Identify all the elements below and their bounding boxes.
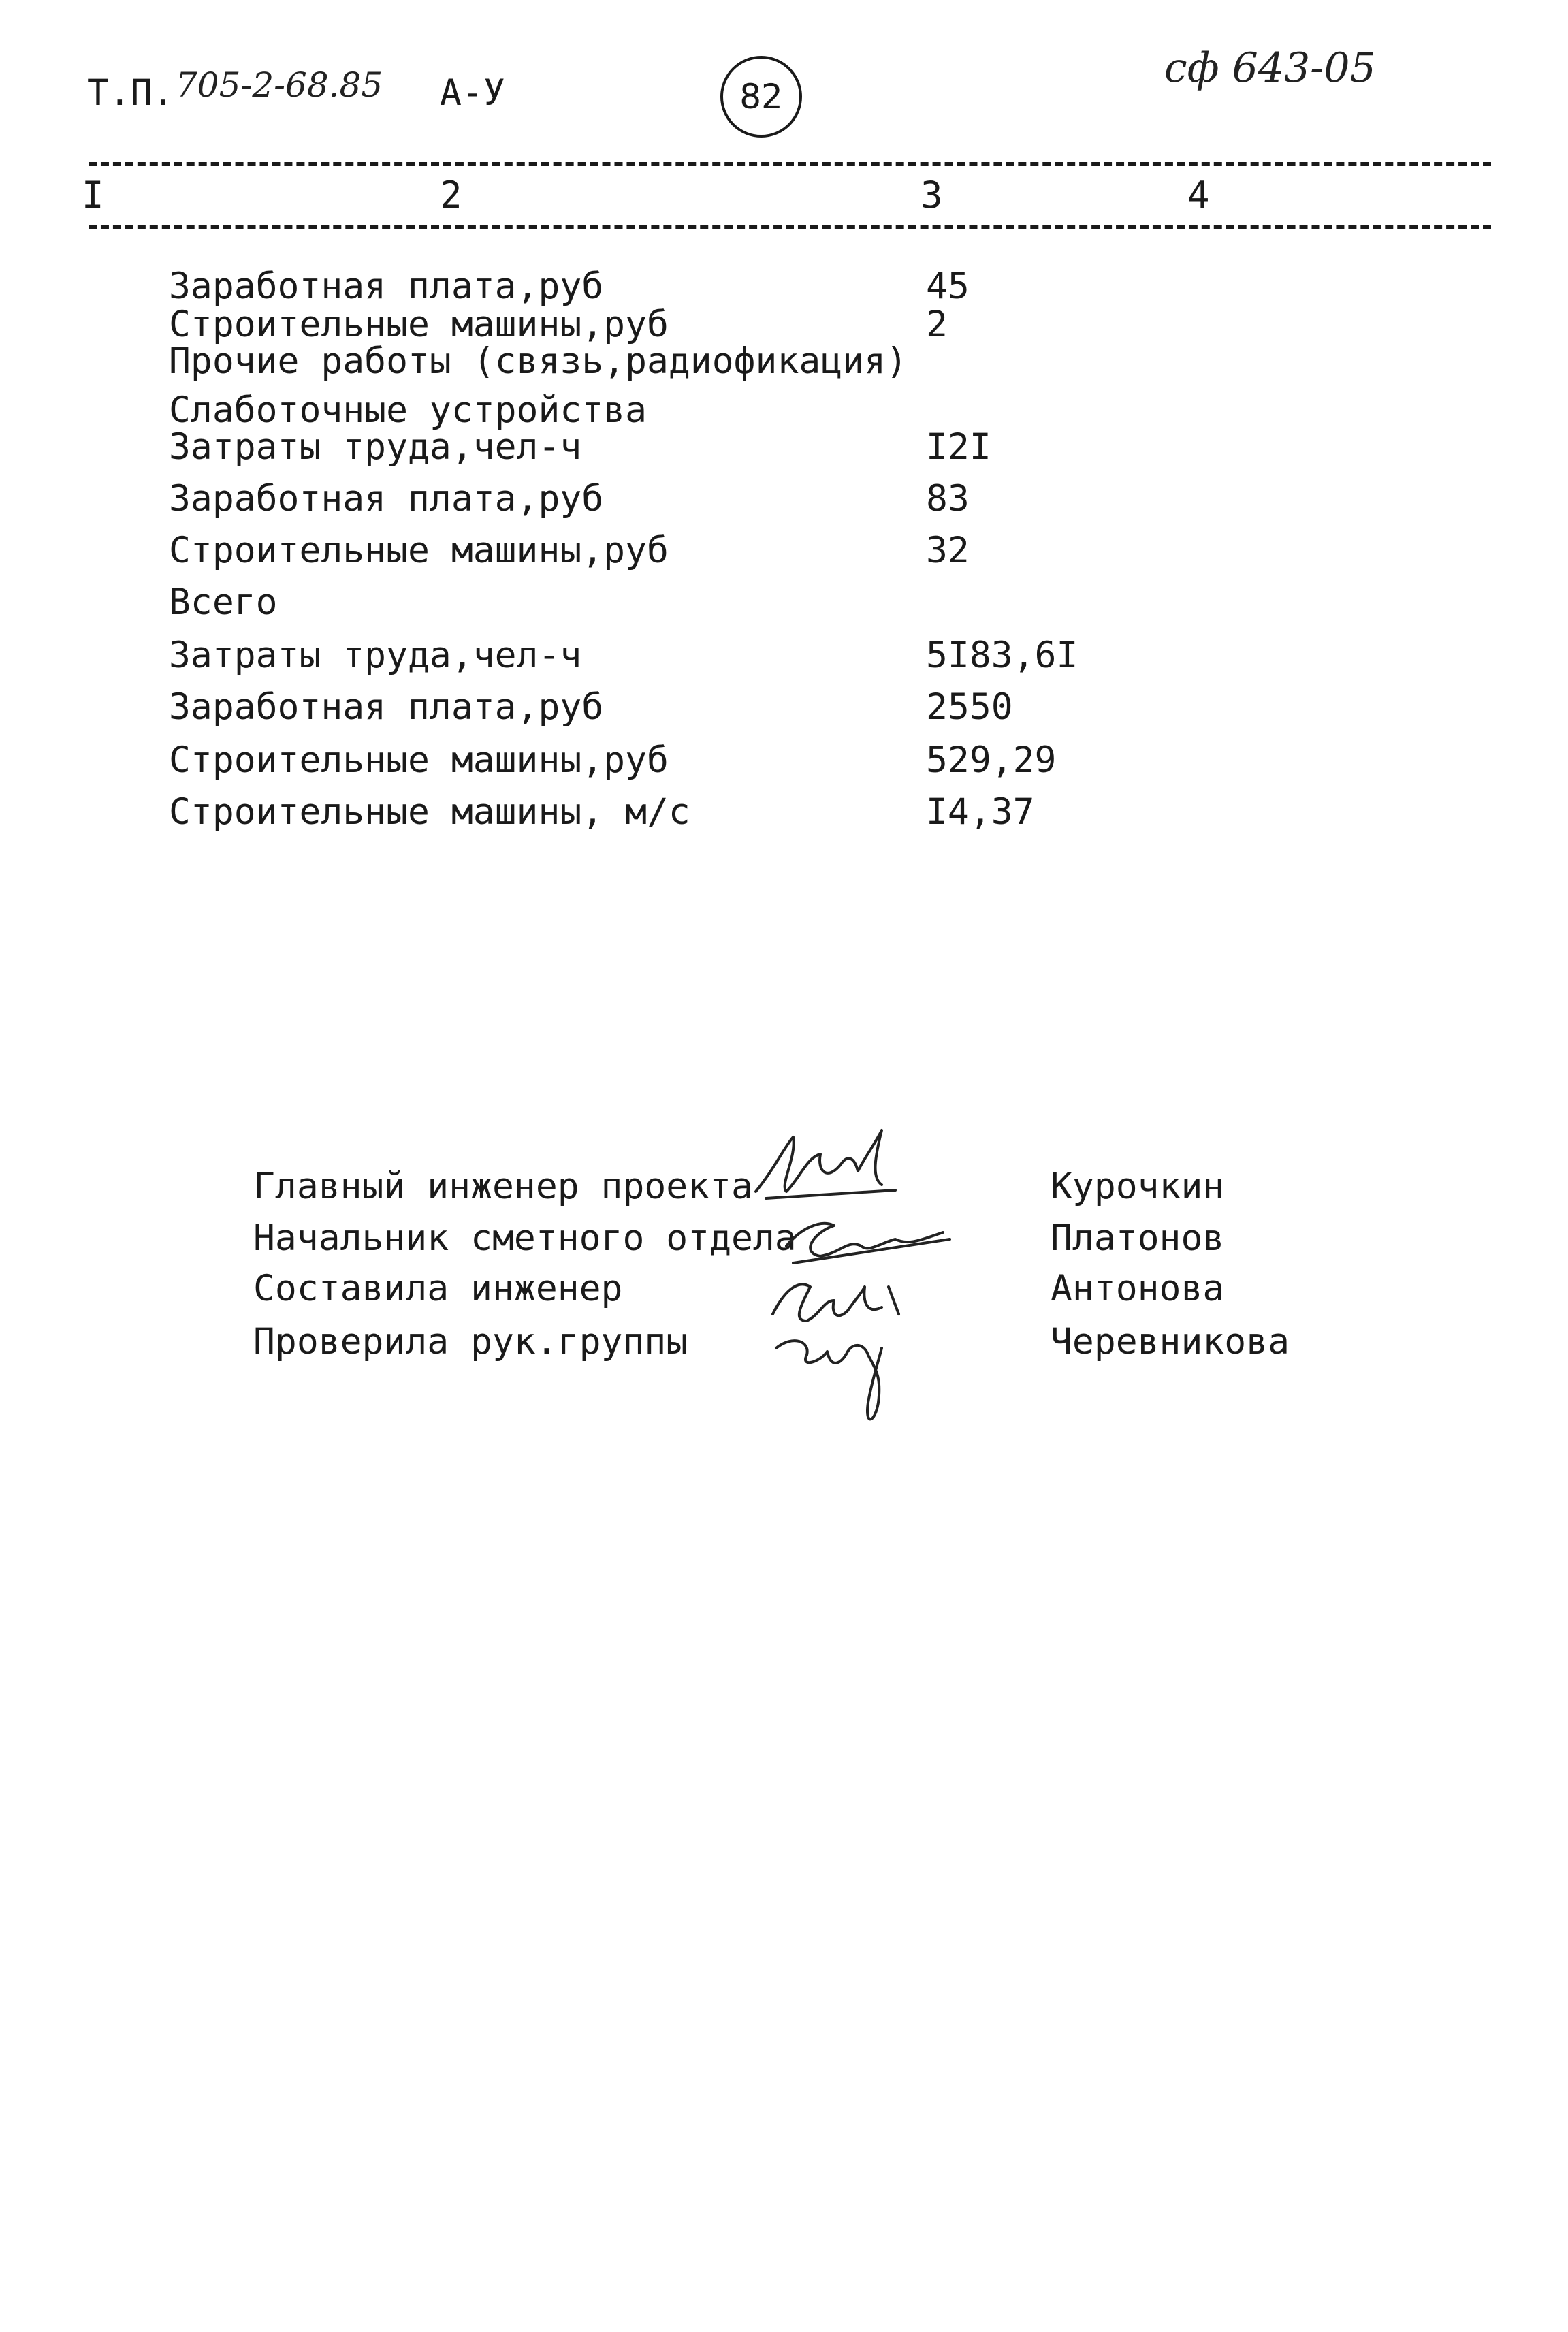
handwritten-ref: сф 643-05 xyxy=(1164,44,1376,92)
row-label: Строительные машины, м/с xyxy=(169,791,690,833)
row-label: Всего xyxy=(169,581,278,623)
signature-scribble-3 xyxy=(773,1284,899,1321)
signature-name: Черевникова xyxy=(1051,1321,1290,1362)
signature-role: Составила инженер xyxy=(253,1268,623,1309)
row-value: I4,37 xyxy=(926,791,1035,833)
row-label: Затраты труда,чел-ч xyxy=(169,635,582,676)
signature-scribble-2 xyxy=(786,1224,950,1263)
column-header-1: I xyxy=(82,174,104,217)
signature-role: Главный инженер проекта xyxy=(253,1166,753,1207)
row-label: Затраты труда,чел-ч xyxy=(169,426,582,468)
row-value: 83 xyxy=(926,478,970,520)
signature-role: Начальник сметного отдела xyxy=(253,1217,797,1259)
row-value: 5I83,6I xyxy=(926,635,1078,676)
row-value: 529,29 xyxy=(926,739,1057,781)
row-label: Слаботочные устройства xyxy=(169,389,647,431)
doc-prefix: Т.П. xyxy=(87,72,174,114)
handwritten-code: 705-2-68.85 xyxy=(176,65,383,105)
row-label: Заработная плата,руб xyxy=(169,266,604,307)
column-header-4: 4 xyxy=(1187,174,1210,217)
row-label: Строительные машины,руб xyxy=(169,304,669,345)
doc-suffix: А-У xyxy=(440,72,505,114)
row-value: 2 xyxy=(926,304,948,345)
signature-name: Антонова xyxy=(1051,1268,1225,1309)
signature-name: Платонов xyxy=(1051,1217,1225,1259)
row-value: 2550 xyxy=(926,686,1013,728)
signature-scribble-1 xyxy=(756,1130,895,1198)
row-label: Строительные машины,руб xyxy=(169,739,669,781)
handwritten-signatures xyxy=(746,1117,1031,1430)
row-value: 45 xyxy=(926,266,970,307)
page-number: 82 xyxy=(720,56,802,138)
row-value: 32 xyxy=(926,530,970,571)
row-label: Заработная плата,руб xyxy=(169,478,604,520)
row-label: Прочие работы (связь,радиофикация) xyxy=(169,340,908,382)
column-header-3: 3 xyxy=(921,174,943,217)
row-label: Заработная плата,руб xyxy=(169,686,604,728)
column-header-2: 2 xyxy=(440,174,462,217)
header-rule-bottom xyxy=(89,225,1491,229)
row-value: I2I xyxy=(926,426,991,468)
header-rule-top xyxy=(89,162,1491,166)
signature-scribble-4 xyxy=(776,1341,882,1419)
signature-name: Курочкин xyxy=(1051,1166,1225,1207)
signature-role: Проверила рук.группы xyxy=(253,1321,688,1362)
row-label: Строительные машины,руб xyxy=(169,530,669,571)
